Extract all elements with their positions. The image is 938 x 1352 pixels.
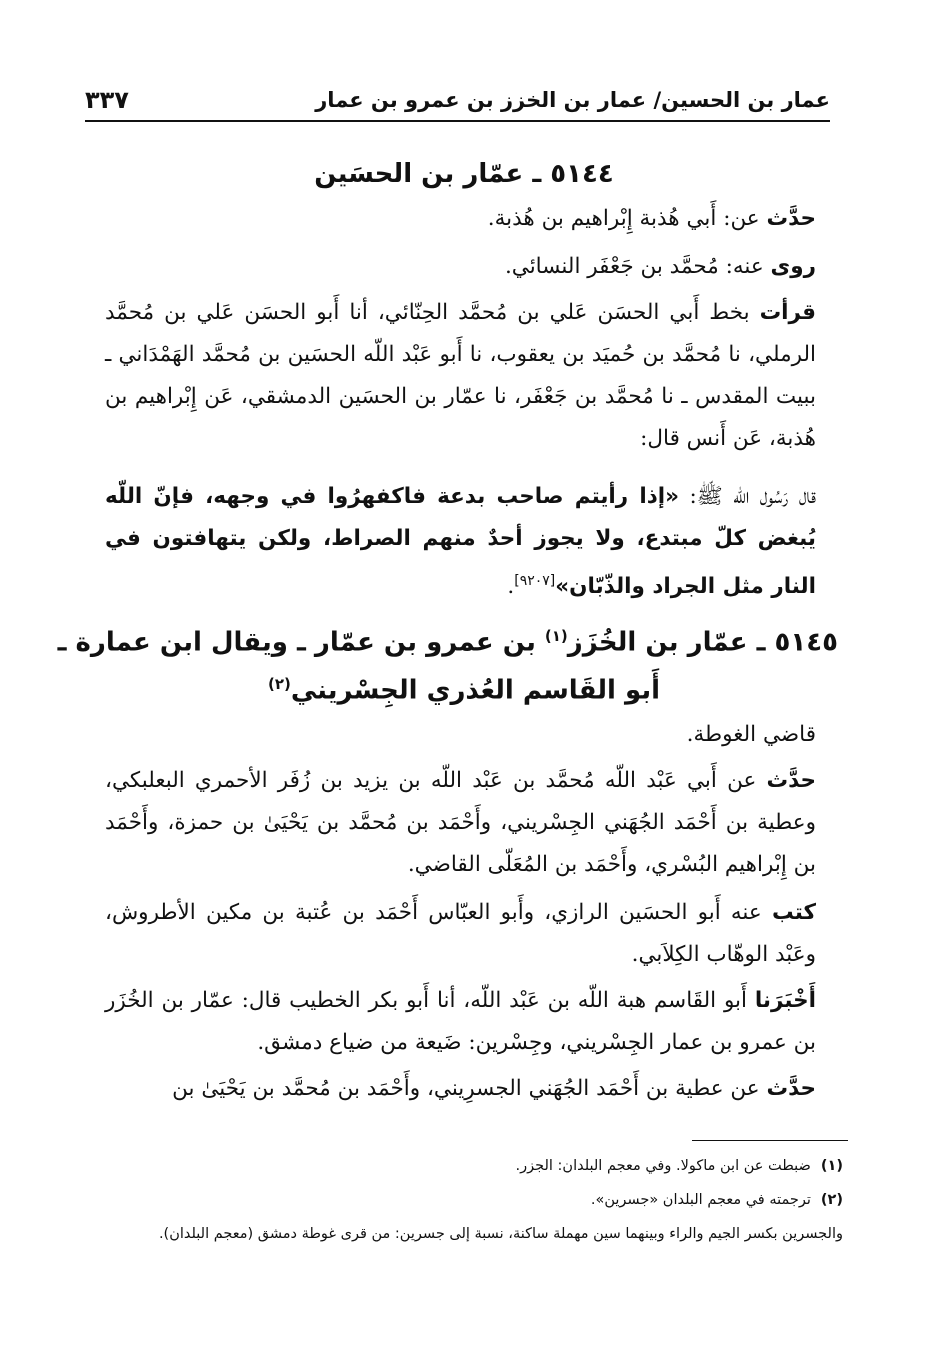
page-number: ٣٣٧ — [85, 86, 129, 114]
haddatha-text: عن عطية بن أَحْمَد الجُهَني الجسرِيني، وأَحْمَد بن مُحمَّد بن يَحْيَىٰ بن — [172, 1076, 767, 1101]
hadith-intro: قال رَسُول اللّه ﷺ: — [678, 484, 816, 509]
heading-5145-kunya: أَبو القَاسم العُذري الجِسْريني — [290, 675, 660, 706]
entry2-akhbarana — [105, 980, 816, 1064]
running-header — [85, 80, 830, 120]
footnote-ref-1: (١) — [544, 627, 568, 645]
footnote-2-continuation — [105, 1220, 843, 1248]
qarat-label: قرأت — [759, 300, 816, 325]
entry-heading-5145-line2 — [90, 660, 838, 715]
entry1-isnad — [105, 292, 816, 460]
footnote-number: (١) — [820, 1158, 843, 1174]
footnote-text: ترجمته في معجم البلدان «جسرين». — [590, 1192, 811, 1208]
qarat-text: بخط أَبي الحسَن عَلي بن مُحمَّد الحِنّائي، أنا أَبو الحسَن عَلي بن مُحمَّد الرملي، نا مُحمَّد بن حُميَد بن يعقوب، نا أَبو عَبْد اللّه الحسَين بن مُحمَّد الهَمْدَاني ـ ببيت المقدس ـ نا مُحمَّد بن جَعْفَر، نا عمّار بن الحسَين الدمشقي، عَن إِبْراهيم بن هُذبة، عَن أَنس قال: — [105, 300, 816, 451]
haddatha-text: عن: أَبي هُذبة إِبْراهيم بن هُذبة. — [487, 206, 767, 231]
akhbarana-text: أَبو القَاسم هبة اللّه بن عَبْد اللّه، أنا أَبو بكر الخطيب قال: عمّار بن الخُزَر بن عمرو بن عمار الجِسْريني، وجِسْرين: ضَيعة من ضياع دمشق. — [105, 988, 816, 1055]
heading-5145-part-a: ٥١٤٥ ـ عمّار بن الخُزَز — [567, 627, 838, 658]
haddatha-label: حدَّث — [766, 768, 816, 793]
rawa-label: روى — [770, 254, 816, 279]
kataba-text: عنه أَبو الحسَين الرازي، وأَبو العبّاس أَحْمَد بن عُتبة بن مكين الأطروش، وعَبْد الوهّاب الكِلاَبي. — [105, 900, 816, 967]
header-rule — [85, 120, 830, 122]
heading-5145-part-b: بن عمرو بن عمّار ـ ويقال ابن عمارة ـ — [57, 627, 545, 658]
hadith-reference: [٩٢٠٧] — [514, 573, 556, 589]
footnote-text: ضبطت عن ابن ماكولا. وفي معجم البلدان: الجزر. — [515, 1158, 811, 1174]
entry1-hadith — [105, 476, 816, 608]
rawa-text: عنه: مُحمَّد بن جَعْفَر النسائي. — [504, 254, 771, 279]
footnote-number: (٢) — [820, 1192, 843, 1208]
running-title: عمار بن الحسين/ عمار بن الخزز بن عمرو بن عمار — [315, 88, 830, 112]
entry2-haddatha-2 — [105, 1068, 816, 1110]
hadith-text: «إذا رأيتم صاحب بدعة فاكفهرُوا في وجهه، فإنّ اللّه يُبغض كلّ مبتدع، ولا يجوز أحدٌ منهم الصراط، ولكن يتهافتون في النار مثل الجراد والذّبّان» — [105, 484, 816, 600]
entry2-kataba — [105, 892, 816, 976]
hadith-end: . — [507, 574, 515, 600]
akhbarana-label: أَخْبَرَنا — [754, 988, 816, 1013]
footnote-2 — [105, 1186, 843, 1214]
entry2-qadi: قاضي الغوطة. — [686, 722, 816, 747]
footnote-rule — [692, 1140, 848, 1141]
entry-heading-5144: ٥١٤٤ ـ عمّار بن الحسَين — [314, 159, 614, 189]
footnote-ref-2: (٢) — [267, 675, 291, 693]
entry1-rawa — [105, 246, 816, 288]
footnote-1 — [105, 1152, 843, 1180]
entry2-haddatha — [105, 760, 816, 886]
entry1-haddatha — [105, 198, 816, 240]
entry-heading-5145 — [57, 612, 838, 667]
haddatha-label: حدَّث — [766, 206, 816, 231]
haddatha-text: عن أَبي عَبْد اللّه مُحمَّد بن عَبْد اللّه بن يزيد بن زُفَر الأحمري البعلبكي، وعطية بن أَحْمَد الجُهَني الجِسْريني، وأَحْمَد بن مُحمَّد بن يَحْيَىٰ بن حمزة، وأَحْمَد بن إِبْراهيم البُسْري، وأَحْمَد بن المُعَلّى القاضي. — [105, 768, 816, 877]
footnote-text: والجسرين بكسر الجيم والراء وبينهما سين مهملة ساكنة، نسبة إلى جسرين: من قرى غوطة دمشق (معجم البلدان). — [158, 1226, 843, 1242]
haddatha-label: حدَّث — [766, 1076, 816, 1101]
kataba-label: كتب — [771, 900, 816, 925]
